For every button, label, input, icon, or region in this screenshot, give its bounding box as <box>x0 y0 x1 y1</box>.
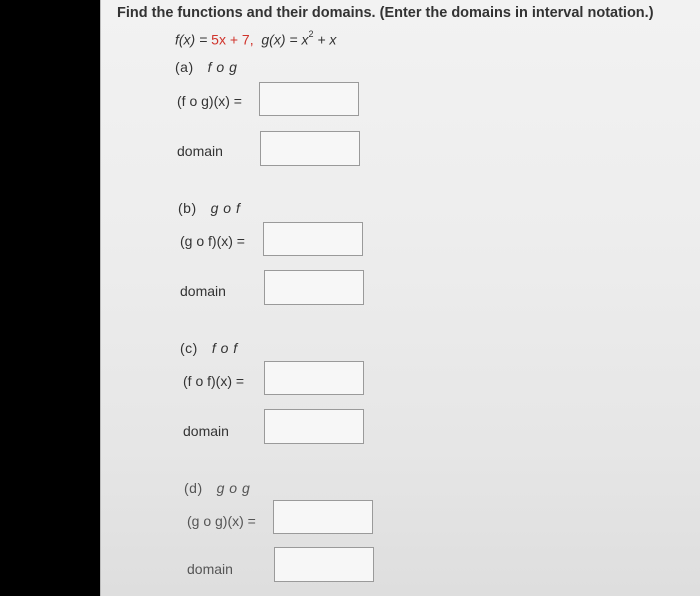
part-a-domain-input[interactable] <box>260 131 360 166</box>
part-b-letter: (b) <box>178 200 197 216</box>
part-a-composition-input[interactable] <box>259 82 359 116</box>
part-d-operation: g o g <box>216 480 251 496</box>
part-c-domain-input[interactable] <box>264 409 364 444</box>
part-c-operation: f o f <box>211 340 238 356</box>
part-a-domain-label: domain <box>177 143 223 159</box>
part-a-label <box>175 59 237 75</box>
f-definition-name: f(x) = <box>175 31 212 48</box>
f-definition-expression: 5x + 7, <box>211 31 254 48</box>
question-panel <box>100 0 700 596</box>
part-a-expression: (f o g)(x) = <box>177 93 242 109</box>
function-definitions <box>175 31 336 48</box>
part-c-label <box>180 340 238 356</box>
part-b-label <box>178 200 240 216</box>
part-a-operation: f o g <box>207 59 238 75</box>
part-b-composition-input[interactable] <box>263 222 363 256</box>
part-c-letter: (c) <box>180 340 198 356</box>
part-b-domain-label: domain <box>180 283 226 299</box>
part-d-domain-label: domain <box>187 561 233 577</box>
part-c-domain-label: domain <box>183 423 229 439</box>
part-b-domain-input[interactable] <box>264 270 364 305</box>
part-d-letter: (d) <box>184 480 203 496</box>
part-b-operation: g o f <box>210 200 241 216</box>
g-exponent: 2 <box>308 29 314 39</box>
question-prompt: Find the functions and their domains. (Enter the domains in interval notation.) <box>117 5 654 21</box>
part-d-label <box>184 480 250 496</box>
part-d-expression: (g o g)(x) = <box>187 513 256 529</box>
part-a-letter: (a) <box>175 59 194 75</box>
g-definition-name: g(x) = x <box>261 31 309 48</box>
part-d-domain-input[interactable] <box>274 547 374 582</box>
part-b-expression: (g o f)(x) = <box>180 233 245 249</box>
g-definition-rest: + x <box>313 31 337 48</box>
part-c-expression: (f o f)(x) = <box>183 373 245 389</box>
part-c-composition-input[interactable] <box>264 361 364 395</box>
part-d-composition-input[interactable] <box>273 500 373 534</box>
